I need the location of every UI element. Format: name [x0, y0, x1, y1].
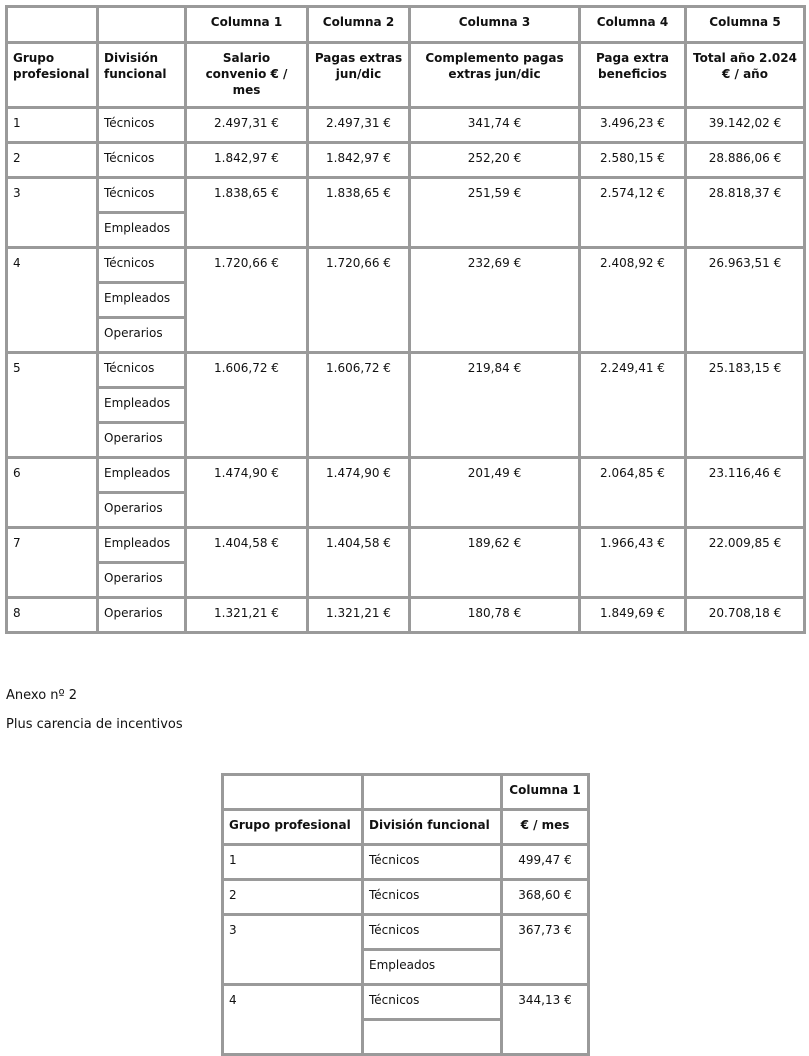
column-header: € / mes — [502, 810, 589, 845]
value-cell: 219,84 € — [410, 353, 580, 458]
value-cell: 1.720,66 € — [186, 248, 308, 353]
division-cell: Operarios — [98, 318, 186, 353]
header-row — [7, 43, 805, 108]
value-cell: 341,74 € — [410, 108, 580, 143]
group-cell: 4 — [7, 248, 98, 353]
division-cell: Empleados — [98, 213, 186, 248]
group-cell: 7 — [7, 528, 98, 598]
value-cell: 1.404,58 € — [308, 528, 410, 598]
division-cell: Técnicos — [363, 985, 502, 1020]
annex-title: Anexo nº 2 — [6, 688, 78, 703]
annex-subtitle: Plus carencia de incentivos — [6, 717, 183, 732]
table-row — [7, 458, 805, 493]
value-cell: 25.183,15 € — [686, 353, 805, 458]
column-number-header: Columna 3 — [410, 7, 580, 43]
division-cell: Empleados — [363, 950, 502, 985]
value-cell: 368,60 € — [502, 880, 589, 915]
value-cell: 20.708,18 € — [686, 598, 805, 633]
group-cell: 2 — [7, 143, 98, 178]
value-cell: 2.064,85 € — [580, 458, 686, 528]
column-number-header: Columna 1 — [186, 7, 308, 43]
column-number-header: Columna 5 — [686, 7, 805, 43]
group-cell: 1 — [223, 845, 363, 880]
column-header: División funcional — [98, 43, 186, 108]
value-cell: 499,47 € — [502, 845, 589, 880]
column-header: Total año 2.024 € / año — [686, 43, 805, 108]
value-cell: 1.720,66 € — [308, 248, 410, 353]
incentive-table — [221, 773, 590, 1056]
value-cell: 1.842,97 € — [186, 143, 308, 178]
division-cell: Empleados — [98, 458, 186, 493]
table-row — [223, 915, 589, 950]
column-header: Salario convenio € / mes — [186, 43, 308, 108]
table-row — [7, 598, 805, 633]
value-cell: 22.009,85 € — [686, 528, 805, 598]
column-number-header: Columna 4 — [580, 7, 686, 43]
value-cell: 39.142,02 € — [686, 108, 805, 143]
division-cell: Técnicos — [98, 178, 186, 213]
table-row — [7, 143, 805, 178]
value-cell: 2.574,12 € — [580, 178, 686, 248]
division-cell — [363, 1020, 502, 1055]
header-row — [223, 810, 589, 845]
value-cell: 251,59 € — [410, 178, 580, 248]
value-cell: 189,62 € — [410, 528, 580, 598]
value-cell: 3.496,23 € — [580, 108, 686, 143]
group-cell: 3 — [223, 915, 363, 985]
value-cell: 2.408,92 € — [580, 248, 686, 353]
value-cell: 1.849,69 € — [580, 598, 686, 633]
value-cell: 232,69 € — [410, 248, 580, 353]
value-cell: 1.966,43 € — [580, 528, 686, 598]
division-cell: Técnicos — [98, 143, 186, 178]
value-cell: 1.606,72 € — [186, 353, 308, 458]
empty-header-cell — [7, 7, 98, 43]
table-row — [7, 248, 805, 283]
value-cell: 1.474,90 € — [308, 458, 410, 528]
value-cell: 28.818,37 € — [686, 178, 805, 248]
value-cell: 1.842,97 € — [308, 143, 410, 178]
value-cell: 1.838,65 € — [186, 178, 308, 248]
value-cell: 1.606,72 € — [308, 353, 410, 458]
column-number-header: Columna 2 — [308, 7, 410, 43]
column-header: Pagas extras jun/dic — [308, 43, 410, 108]
division-cell: Empleados — [98, 388, 186, 423]
group-cell: 5 — [7, 353, 98, 458]
group-cell: 4 — [223, 985, 363, 1055]
column-header: División funcional — [363, 810, 502, 845]
table-row — [223, 985, 589, 1020]
value-cell: 23.116,46 € — [686, 458, 805, 528]
group-cell: 8 — [7, 598, 98, 633]
value-cell: 2.497,31 € — [186, 108, 308, 143]
empty-header-cell — [223, 775, 363, 810]
value-cell: 1.321,21 € — [186, 598, 308, 633]
division-cell: Técnicos — [98, 353, 186, 388]
empty-header-cell — [363, 775, 502, 810]
division-cell: Técnicos — [363, 915, 502, 950]
division-cell: Empleados — [98, 283, 186, 318]
value-cell: 201,49 € — [410, 458, 580, 528]
salary-table — [5, 5, 806, 634]
column-header: Grupo profesional — [7, 43, 98, 108]
value-cell: 344,13 € — [502, 985, 589, 1055]
group-cell: 1 — [7, 108, 98, 143]
table-row — [7, 178, 805, 213]
division-cell: Operarios — [98, 598, 186, 633]
group-cell: 3 — [7, 178, 98, 248]
value-cell: 1.474,90 € — [186, 458, 308, 528]
value-cell: 252,20 € — [410, 143, 580, 178]
value-cell: 28.886,06 € — [686, 143, 805, 178]
value-cell: 367,73 € — [502, 915, 589, 985]
column-header: Paga extra beneficios — [580, 43, 686, 108]
column-header: Complemento pagas extras jun/dic — [410, 43, 580, 108]
column-number-row — [223, 775, 589, 810]
value-cell: 2.497,31 € — [308, 108, 410, 143]
value-cell: 1.404,58 € — [186, 528, 308, 598]
column-number-row — [7, 7, 805, 43]
division-cell: Operarios — [98, 563, 186, 598]
table-row — [223, 880, 589, 915]
value-cell: 2.249,41 € — [580, 353, 686, 458]
table-row — [7, 353, 805, 388]
table-row — [7, 108, 805, 143]
division-cell: Operarios — [98, 493, 186, 528]
division-cell: Técnicos — [363, 880, 502, 915]
value-cell: 1.321,21 € — [308, 598, 410, 633]
group-cell: 6 — [7, 458, 98, 528]
empty-header-cell — [98, 7, 186, 43]
division-cell: Operarios — [98, 423, 186, 458]
value-cell: 2.580,15 € — [580, 143, 686, 178]
column-number-header: Columna 1 — [502, 775, 589, 810]
division-cell: Técnicos — [98, 108, 186, 143]
value-cell: 26.963,51 € — [686, 248, 805, 353]
division-cell: Empleados — [98, 528, 186, 563]
column-header: Grupo profesional — [223, 810, 363, 845]
table-row — [7, 528, 805, 563]
group-cell: 2 — [223, 880, 363, 915]
value-cell: 180,78 € — [410, 598, 580, 633]
table-row — [223, 845, 589, 880]
division-cell: Técnicos — [98, 248, 186, 283]
division-cell: Técnicos — [363, 845, 502, 880]
value-cell: 1.838,65 € — [308, 178, 410, 248]
